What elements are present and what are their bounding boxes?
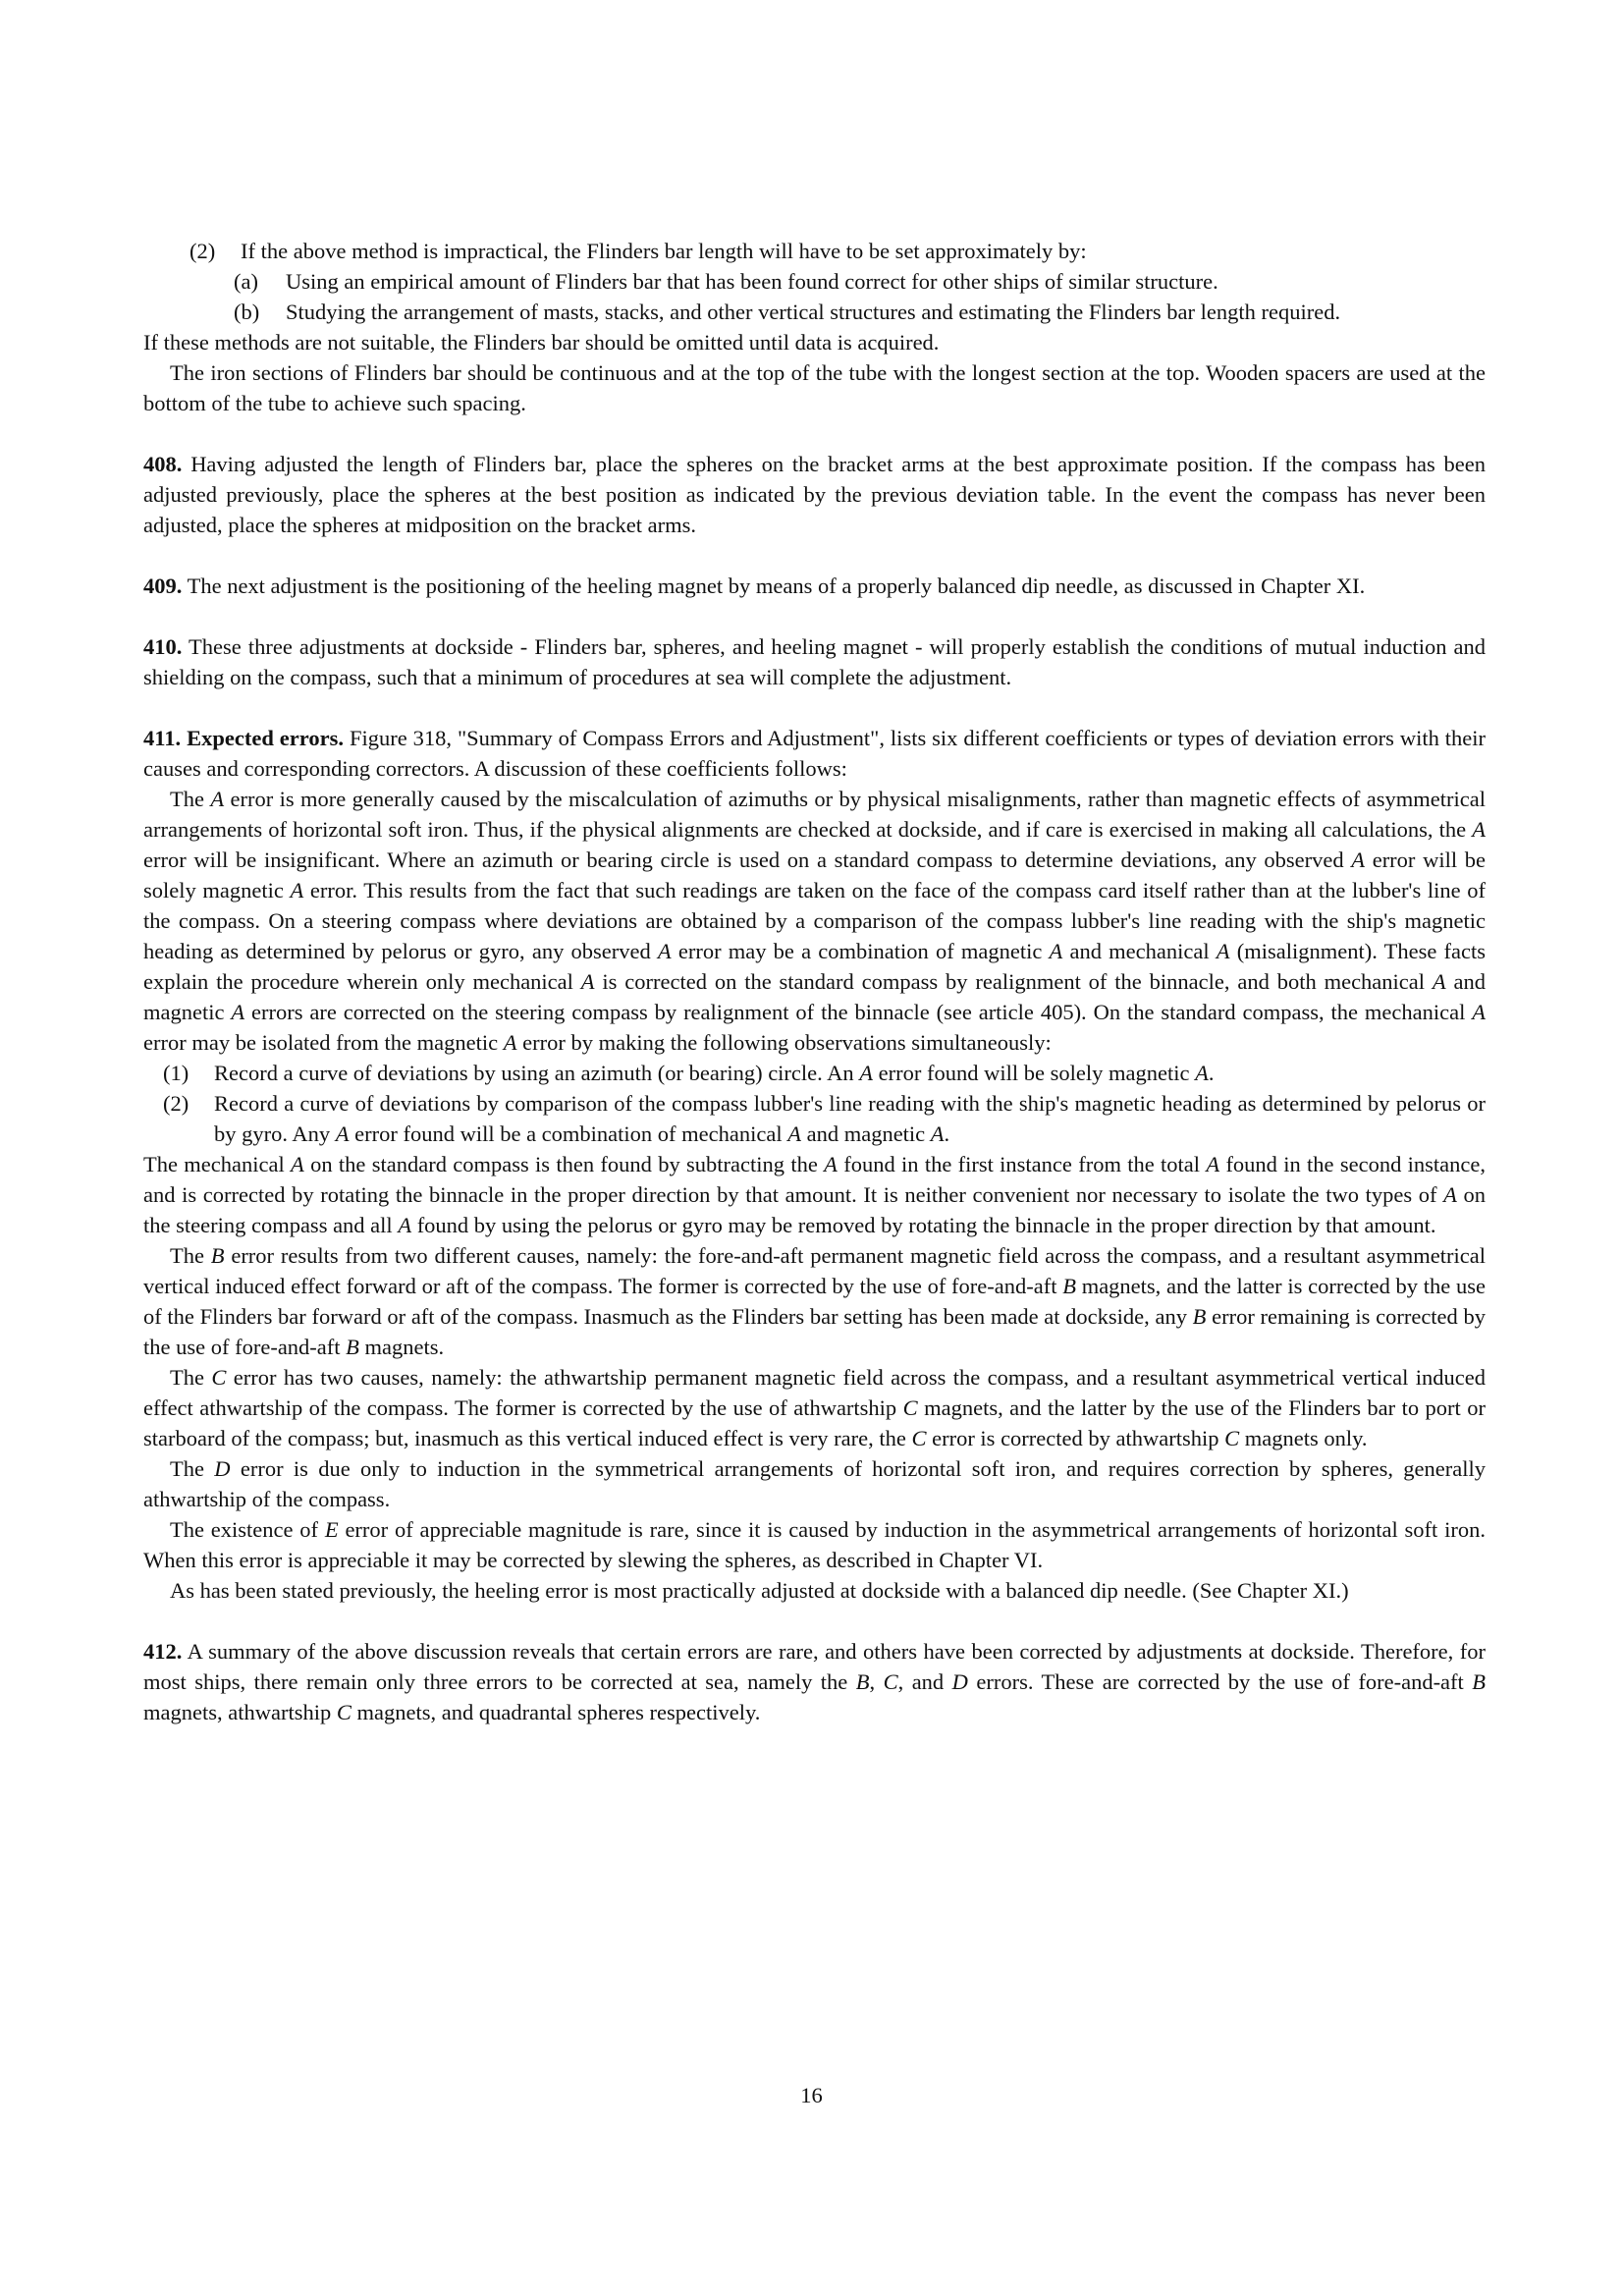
paragraph-mechanical-a: The mechanical A on the standard compass is then found by subtracting the A found in the first instance from the total A found in the second instance, and is corrected by rotating the binnacle in the proper direction by that amount. It is neither convenient nor necessary to isolate the two types of A on the steering compass and all A found by using the pelorus or gyro may be removed by rotating the binnacle in the proper direction by that amount. — [143, 1152, 1486, 1237]
list-text: Studying the arrangement of masts, stacks, and other vertical structures and estimating the Flinders bar length required. — [286, 300, 1341, 324]
paragraph-text: Having adjusted the length of Flinders bar, place the spheres on the bracket arms at the best approximate position. If the compass has been adjusted previously, place the spheres at the best position as indicated by the previous deviation table. In the event the compass has never been adjusted, place the spheres at midposition on the bracket arms. — [143, 452, 1487, 537]
section-number: 410. — [143, 634, 183, 659]
paragraph-a-error: The A error is more generally caused by the miscalculation of azimuths or by physical misalignments, rather than magnetic effects of asymmetrical arrangements of horizontal soft iron. Thus, if the physical alignments are checked at dockside, and if care is exercised in making all calculations, the A error will be insignificant. Where an azimuth or bearing circle is used on a standard compass to determine deviations, any observed A error will be solely magnetic A error. This results from the fact that such readings are taken on the face of the compass card itself rather than at the lubber's line of the compass. On a steering compass where deviations are obtained by a comparison of the compass lubber's line reading with the ship's magnetic heading as determined by pelorus or gyro, any observed A error may be a combination of magnetic A and mechanical A (misalignment). These facts explain the procedure wherein only mechanical A is corrected on the standard compass by realignment of the binnacle, and both mechanical A and magnetic A errors are corrected on the steering compass by realignment of the binnacle (see article 405). On the standard compass, the mechanical A error may be isolated from the magnetic A error by making the following observations simultaneously: — [143, 787, 1487, 1055]
section-number: 408. — [143, 452, 183, 476]
list-number: (2) — [189, 239, 216, 263]
list-number: (b) — [234, 300, 260, 324]
section-number: 409. — [143, 574, 183, 598]
section-heading: Expected errors. — [187, 726, 344, 750]
list-text: If the above method is impractical, the Flinders bar length will have to be set approximately by: — [241, 239, 1087, 263]
list-number: (1) — [163, 1061, 189, 1085]
list-text: Using an empirical amount of Flinders bar that has been found correct for other ships of similar structure. — [286, 269, 1218, 294]
paragraph: If these methods are not suitable, the Flinders bar should be omitted until data is acquired. — [143, 330, 940, 355]
list-item — [143, 1058, 1486, 1088]
list-item — [143, 297, 1486, 327]
paragraph-c-error: The C error has two causes, namely: the athwartship permanent magnetic field across the compass, and a resultant asymmetrical vertical induced effect athwartship of the compass. The former is corrected by the use of athwartship C magnets, and the latter by the use of the Flinders bar to port or starboard of the compass; but, inasmuch as this vertical induced effect is very rare, the C error is corrected by athwartship C magnets only. — [143, 1365, 1486, 1450]
paragraph-b-error: The B error results from two different causes, namely: the fore-and-aft permanent magnetic field across the compass, and a resultant asymmetrical vertical induced effect forward or aft of the compass. The former is corrected by the use of fore-and-aft B magnets, and the latter is corrected by the use of the Flinders bar forward or aft of the compass. Inasmuch as the Flinders bar setting has been made at dockside, any B error remaining is corrected by the use of fore-and-aft B magnets. — [143, 1243, 1486, 1359]
paragraph-d-error: The D error is due only to induction in the symmetrical arrangements of horizontal soft iron, and requires correction by spheres, generally athwartship of the compass. — [143, 1456, 1486, 1511]
list-text: Record a curve of deviations by using an azimuth (or bearing) circle. An A error found will be solely magnetic A. — [214, 1061, 1215, 1085]
list-text: Record a curve of deviations by comparison of the compass lubber's line reading with the ship's magnetic heading as determined by pelorus or by gyro. Any A error found will be a combination of mechanical A and magnetic A. — [214, 1091, 1486, 1146]
paragraph-text: Figure 318, "Summary of Compass Errors and Adjustment", lists six different coefficients or types of deviation errors with their causes and corresponding correctors. A discussion of these coefficients follows: — [143, 726, 1487, 781]
list-item — [143, 1088, 1486, 1149]
section-410 — [143, 631, 1486, 692]
page-number: 16 — [800, 2083, 823, 2107]
section-411 — [143, 723, 1486, 784]
list-item — [143, 236, 1486, 266]
section-number: 411. — [143, 726, 182, 750]
list-item — [143, 266, 1486, 297]
list-number: (2) — [163, 1091, 189, 1116]
paragraph-text: These three adjustments at dockside - Flinders bar, spheres, and heeling magnet - will properly establish the conditions of mutual induction and shielding on the compass, such that a minimum of procedures at sea will complete the adjustment. — [143, 634, 1487, 689]
section-412: 412. A summary of the above discussion reveals that certain errors are rare, and others have been corrected by adjustments at dockside. Therefore, for most ships, there remain only three errors to be corrected at sea, namely the B, C, and D errors. These are corrected by the use of fore-and-aft B magnets, athwartship C magnets, and quadrantal spheres respectively. — [143, 1639, 1487, 1724]
paragraph-text: The next adjustment is the positioning of the heeling magnet by means of a properly balanced dip needle, as discussed in Chapter XI. — [187, 574, 1366, 598]
paragraph-e-error: The existence of E error of appreciable magnitude is rare, since it is caused by induction in the asymmetrical arrangements of horizontal soft iron. When this error is appreciable it may be corrected by slewing the spheres, as described in Chapter VI. — [143, 1517, 1486, 1572]
section-number: 412. — [143, 1639, 183, 1664]
paragraph-heeling-error: As has been stated previously, the heeling error is most practically adjusted at dockside with a balanced dip needle. (See Chapter XI.) — [170, 1578, 1349, 1603]
section-409 — [143, 571, 1486, 601]
paragraph: The iron sections of Flinders bar should be continuous and at the top of the tube with the longest section at the top. Wooden spacers are used at the bottom of the tube to achieve such spacing. — [143, 360, 1486, 415]
list-number: (a) — [234, 269, 258, 294]
section-408 — [143, 449, 1486, 540]
document-body — [143, 236, 1486, 1727]
